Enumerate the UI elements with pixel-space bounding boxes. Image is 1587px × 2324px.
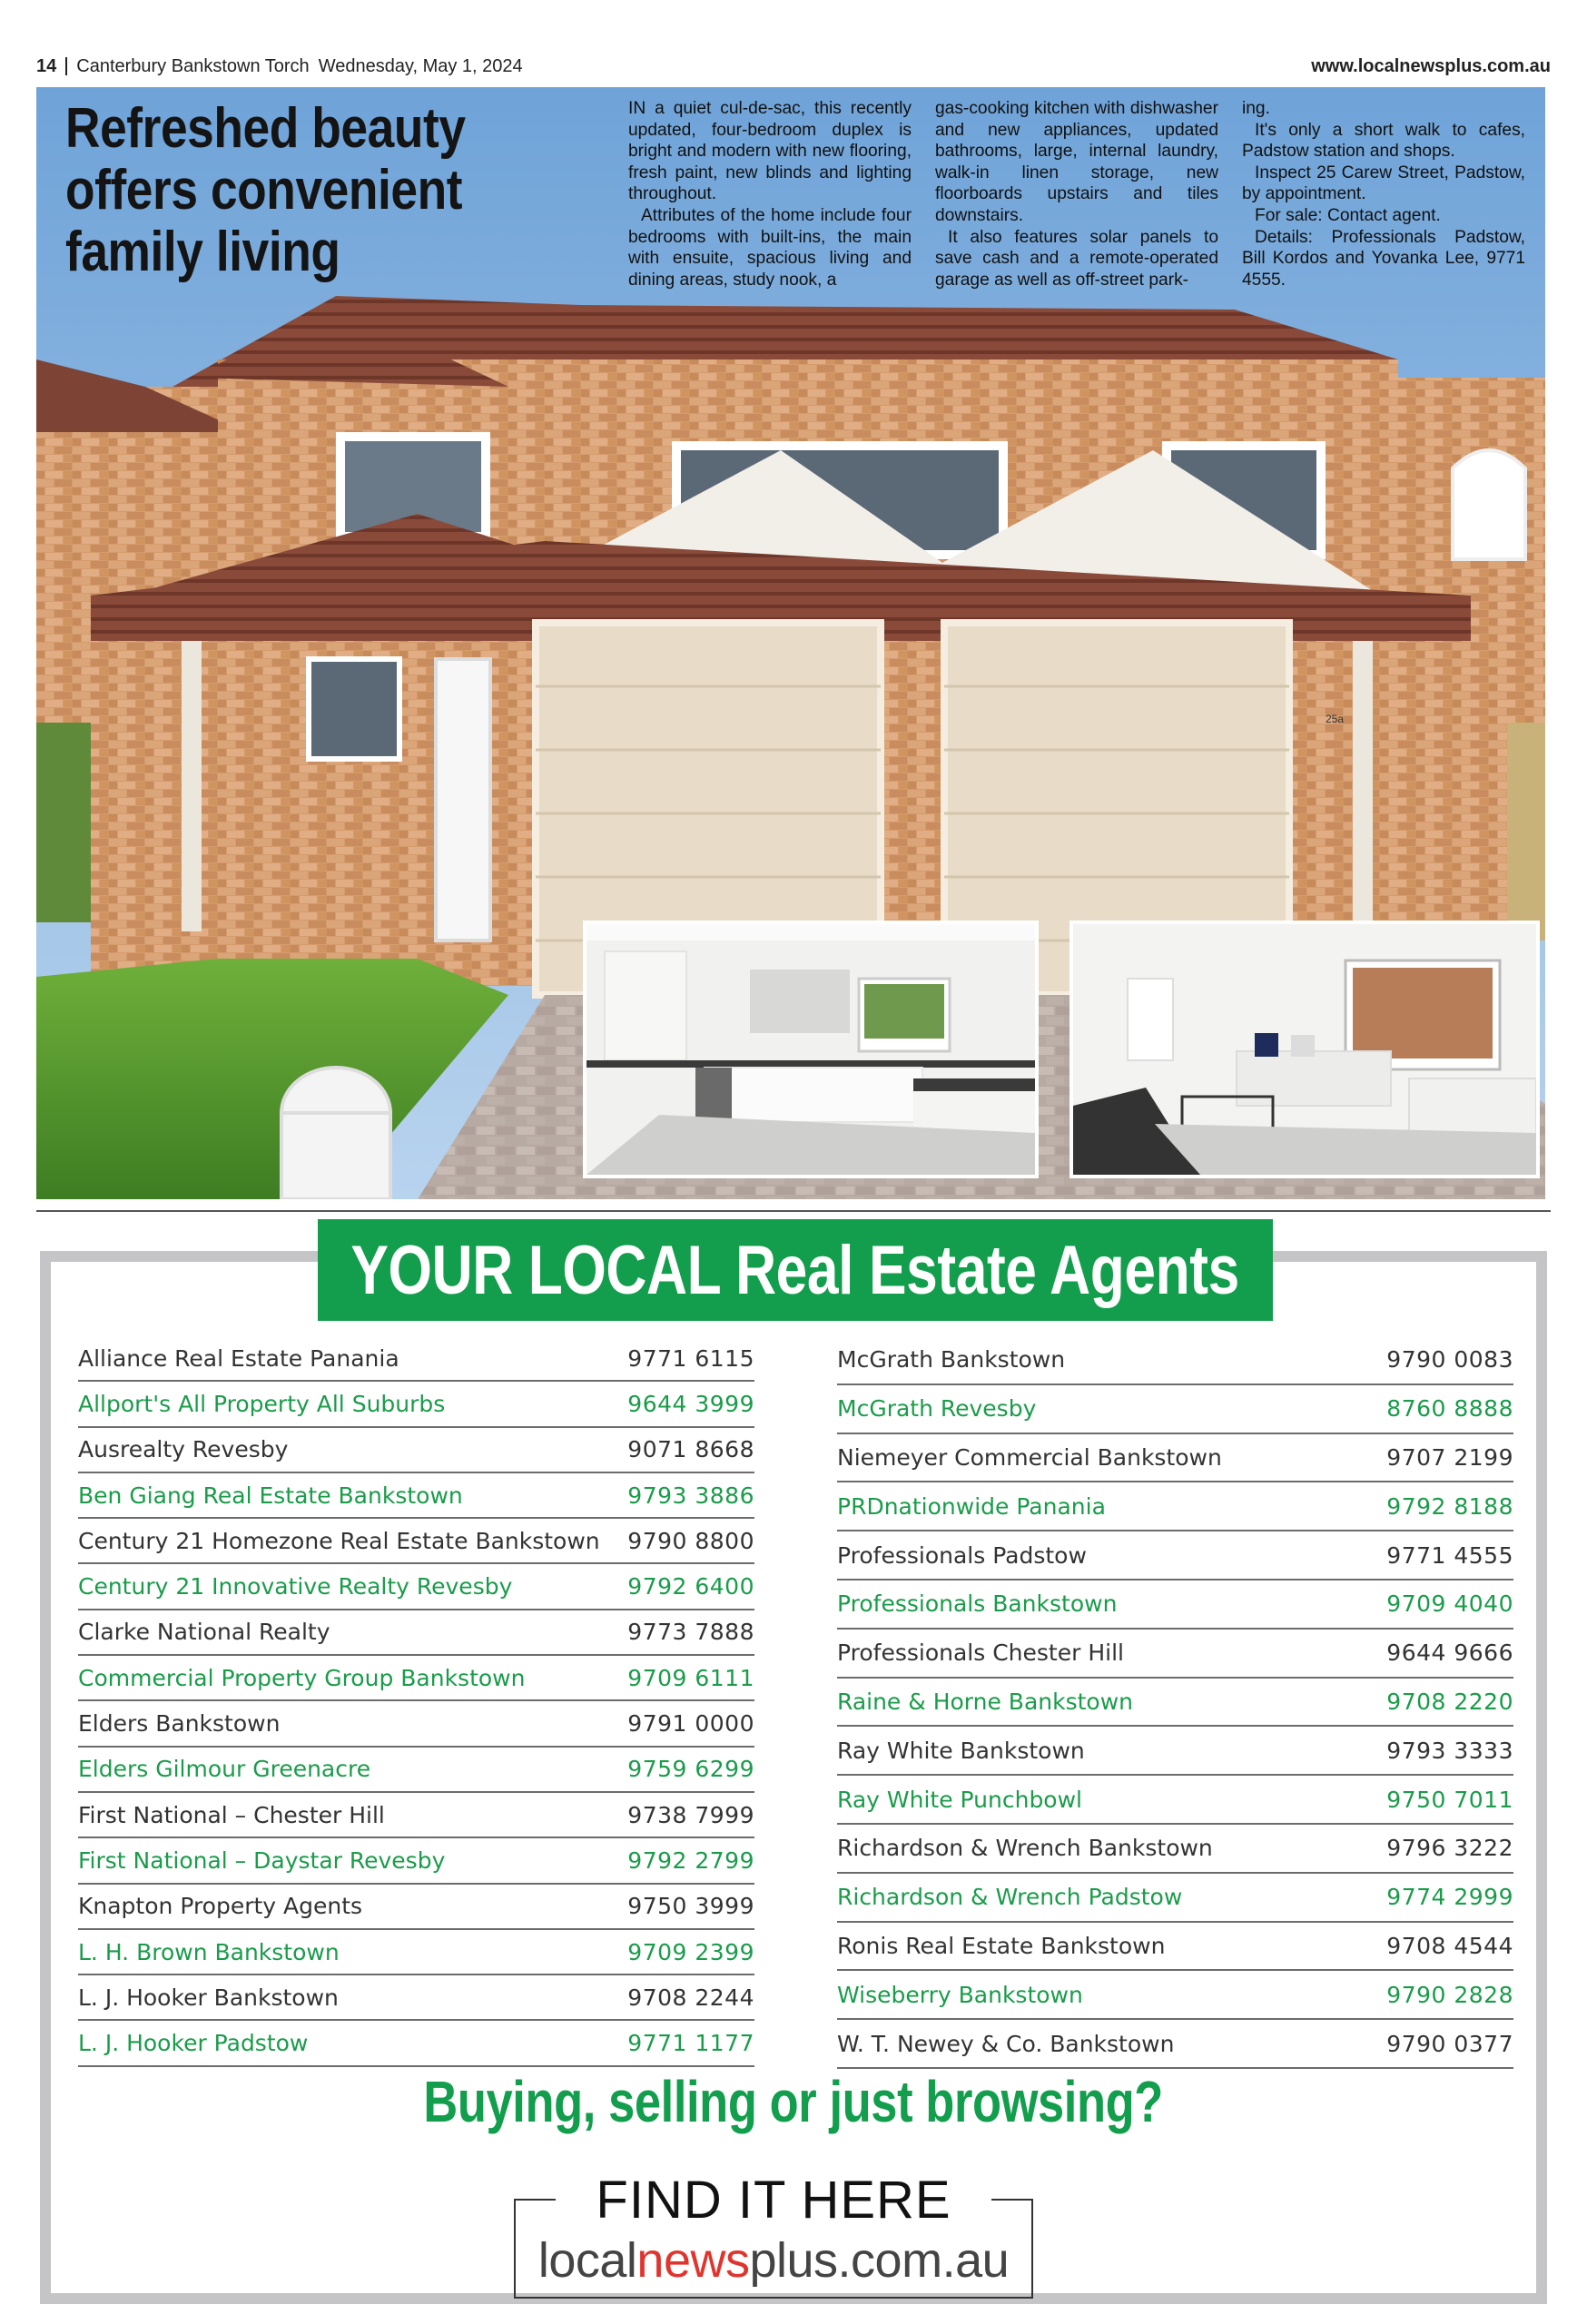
agent-row: [78, 1793, 754, 1838]
agent-phone: 9791 0000: [627, 1710, 754, 1738]
agent-phone: 9759 6299: [627, 1756, 754, 1783]
agent-name: Knapton Property Agents: [78, 1893, 363, 1920]
article-paragraph: For sale: Contact agent.: [1255, 205, 1441, 225]
article-paragraph: It also features solar panels to save cash and a remote-operated garage as well as off-street park-: [935, 227, 1218, 290]
agent-name: Richardson & Wrench Bankstown: [837, 1835, 1213, 1862]
agent-phone: 9708 4544: [1386, 1932, 1513, 1959]
agent-name: McGrath Bankstown: [837, 1346, 1066, 1374]
agent-name: Wiseberry Bankstown: [837, 1981, 1083, 2008]
agent-phone: 9709 4040: [1386, 1590, 1513, 1618]
header-left: [36, 56, 523, 77]
agent-phone: 9790 8800: [627, 1527, 754, 1554]
publication-name: Canterbury Bankstown Torch: [76, 55, 310, 76]
agent-row: [78, 1564, 754, 1610]
agent-phone: 9709 2399: [627, 1938, 754, 1965]
agent-row: [837, 1630, 1513, 1679]
agent-phone: 9792 8188: [1386, 1492, 1513, 1520]
feature-headline: Refreshed beauty offers convenient family living: [65, 97, 466, 283]
agent-name: Allport's All Property All Suburbs: [78, 1390, 446, 1417]
agent-phone: 9793 3333: [1386, 1737, 1513, 1764]
agent-phone: 9708 2244: [627, 1984, 754, 2011]
header-divider: [65, 57, 67, 75]
agent-name: PRDnationwide Panania: [837, 1492, 1106, 1520]
agent-phone: 9792 2799: [627, 1846, 754, 1874]
find-it-here-title: FIND IT HERE: [556, 2171, 991, 2230]
agent-row: [837, 1434, 1513, 1483]
agent-row: [837, 1971, 1513, 2020]
agent-name: W. T. Newey & Co. Bankstown: [837, 2030, 1175, 2057]
tagline-text: Buying, selling or just browsing?: [423, 2069, 1164, 2134]
agent-row: [78, 1336, 754, 1382]
article-paragraph: Inspect 25 Carew Street, Padstow, by appointment.: [1242, 162, 1525, 204]
agent-phone: 9793 3886: [627, 1482, 754, 1509]
article-paragraph: It's only a short walk to cafes, Padstow station and shops.: [1242, 120, 1525, 162]
agent-phone: 9790 0083: [1386, 1346, 1513, 1374]
agent-row: [78, 1930, 754, 1975]
agent-phone: 9644 9666: [1386, 1640, 1513, 1667]
agent-name: McGrath Revesby: [837, 1395, 1037, 1423]
url-suffix: plus.com.au: [749, 2233, 1010, 2288]
agent-name: L. H. Brown Bankstown: [78, 1938, 340, 1965]
article-column-2: [935, 98, 1218, 290]
agent-name: Ben Giang Real Estate Bankstown: [78, 1482, 463, 1509]
article-column-1: [628, 98, 912, 290]
agent-name: Ray White Bankstown: [837, 1737, 1085, 1764]
living-room-photo: [1070, 921, 1540, 1178]
agent-name: Alliance Real Estate Panania: [78, 1344, 399, 1372]
page-header: [36, 53, 1551, 80]
article-paragraph: ing.: [1242, 99, 1270, 118]
agent-name: L. J. Hooker Padstow: [78, 2030, 309, 2057]
agent-name: Century 21 Innovative Realty Revesby: [78, 1573, 513, 1600]
agent-name: Ronis Real Estate Bankstown: [837, 1932, 1166, 1959]
agent-row: [78, 1748, 754, 1793]
agent-name: Century 21 Homezone Real Estate Bankstown: [78, 1527, 600, 1554]
agent-row: [78, 2021, 754, 2066]
agent-row: [837, 1874, 1513, 1923]
agent-name: Professionals Padstow: [837, 1541, 1087, 1569]
agent-name: Richardson & Wrench Padstow: [837, 1884, 1183, 1911]
agent-name: Ray White Punchbowl: [837, 1786, 1082, 1813]
website-link[interactable]: www.localnewsplus.com.au: [1311, 55, 1551, 76]
agent-row: [837, 1923, 1513, 1972]
feature-article: [628, 98, 1536, 290]
agent-row: [837, 1727, 1513, 1776]
agent-row: [78, 1519, 754, 1564]
issue-date: Wednesday, May 1, 2024: [318, 55, 523, 76]
agent-phone: 9771 1177: [627, 2030, 754, 2057]
agents-banner-title: YOUR LOCAL Real Estate Agents: [350, 1231, 1240, 1309]
agent-row: [837, 1531, 1513, 1581]
agent-row: [837, 1482, 1513, 1531]
find-url[interactable]: [514, 2233, 1033, 2288]
agent-phone: 9792 6400: [627, 1573, 754, 1600]
agent-name: Raine & Horne Bankstown: [837, 1688, 1134, 1715]
agent-row: [837, 1776, 1513, 1825]
agent-phone: 9707 2199: [1386, 1443, 1513, 1471]
agents-list-left: [78, 1336, 754, 2067]
agent-phone: 9771 4555: [1386, 1541, 1513, 1569]
agent-phone: 9774 2999: [1386, 1884, 1513, 1911]
agent-name: Elders Bankstown: [78, 1710, 281, 1738]
article-paragraph: IN a quiet cul-de-sac, this recently updated, four-bedroom duplex is bright and modern with new flooring, fresh paint, new blinds and lighting throughout.: [628, 99, 912, 204]
house-number-plate: 25a: [1326, 713, 1345, 725]
agent-name: Commercial Property Group Bankstown: [78, 1664, 526, 1691]
agent-row: [837, 1385, 1513, 1434]
kitchen-photo: [583, 921, 1039, 1178]
agent-row: [78, 1610, 754, 1656]
agent-row: [78, 1701, 754, 1747]
agent-name: Ausrealty Revesby: [78, 1436, 289, 1463]
agent-phone: 9750 3999: [627, 1893, 754, 1920]
agent-row: [837, 1336, 1513, 1385]
agent-row: [837, 1825, 1513, 1874]
agent-phone: 9796 3222: [1386, 1835, 1513, 1862]
agent-phone: 9771 6115: [627, 1344, 754, 1372]
url-prefix: local: [537, 2233, 637, 2288]
agent-row: [78, 1382, 754, 1427]
article-paragraph: Attributes of the home include four bedrooms with built-ins, the main with ensuite, spacious living and dining areas, study nook, a: [628, 205, 912, 290]
article-paragraph: Details: Professionals Padstow, Bill Kordos and Yovanka Lee, 9771 4555.: [1242, 227, 1525, 290]
agent-name: First National – Chester Hill: [78, 1801, 385, 1828]
agent-row: [78, 1975, 754, 2021]
tagline: [0, 2068, 1587, 2135]
agent-name: L. J. Hooker Bankstown: [78, 1984, 339, 2011]
agent-phone: 9790 2828: [1386, 1981, 1513, 2008]
agent-phone: 9790 0377: [1386, 2030, 1513, 2057]
agent-name: Niemeyer Commercial Bankstown: [837, 1443, 1222, 1471]
page-number: 14: [36, 55, 57, 76]
agent-phone: 9071 8668: [627, 1436, 754, 1463]
agent-row: [78, 1656, 754, 1701]
agents-list-right: [837, 1336, 1513, 2069]
agent-row: [837, 1679, 1513, 1728]
article-paragraph: gas-cooking kitchen with dishwasher and new appliances, updated bathrooms, large, internal laundry, walk-in linen storage, new floorboards upstairs and tiles downstairs.: [935, 99, 1218, 225]
article-column-3: [1242, 98, 1525, 290]
find-it-here-box[interactable]: [514, 2171, 1033, 2299]
url-accent: news: [636, 2233, 750, 2288]
agent-phone: 9773 7888: [627, 1619, 754, 1646]
agent-phone: 9709 6111: [627, 1664, 754, 1691]
agent-phone: 9644 3999: [627, 1390, 754, 1417]
agents-banner: [318, 1219, 1273, 1321]
agent-phone: 8760 8888: [1386, 1395, 1513, 1423]
agent-phone: 9738 7999: [627, 1801, 754, 1828]
feature-hero: [36, 87, 1545, 1199]
agent-row: [78, 1473, 754, 1519]
agent-name: Elders Gilmour Greenacre: [78, 1756, 371, 1783]
agent-name: Clarke National Realty: [78, 1619, 330, 1646]
section-divider: [36, 1210, 1551, 1212]
agent-row: [837, 2020, 1513, 2069]
agent-phone: 9750 7011: [1386, 1786, 1513, 1813]
agent-name: First National – Daystar Revesby: [78, 1846, 446, 1874]
agent-phone: 9708 2220: [1386, 1688, 1513, 1715]
agent-row: [78, 1885, 754, 1930]
agent-row: [837, 1581, 1513, 1630]
agent-name: Professionals Chester Hill: [837, 1640, 1124, 1667]
agent-row: [78, 1428, 754, 1473]
agent-row: [78, 1838, 754, 1884]
agent-name: Professionals Bankstown: [837, 1590, 1118, 1618]
